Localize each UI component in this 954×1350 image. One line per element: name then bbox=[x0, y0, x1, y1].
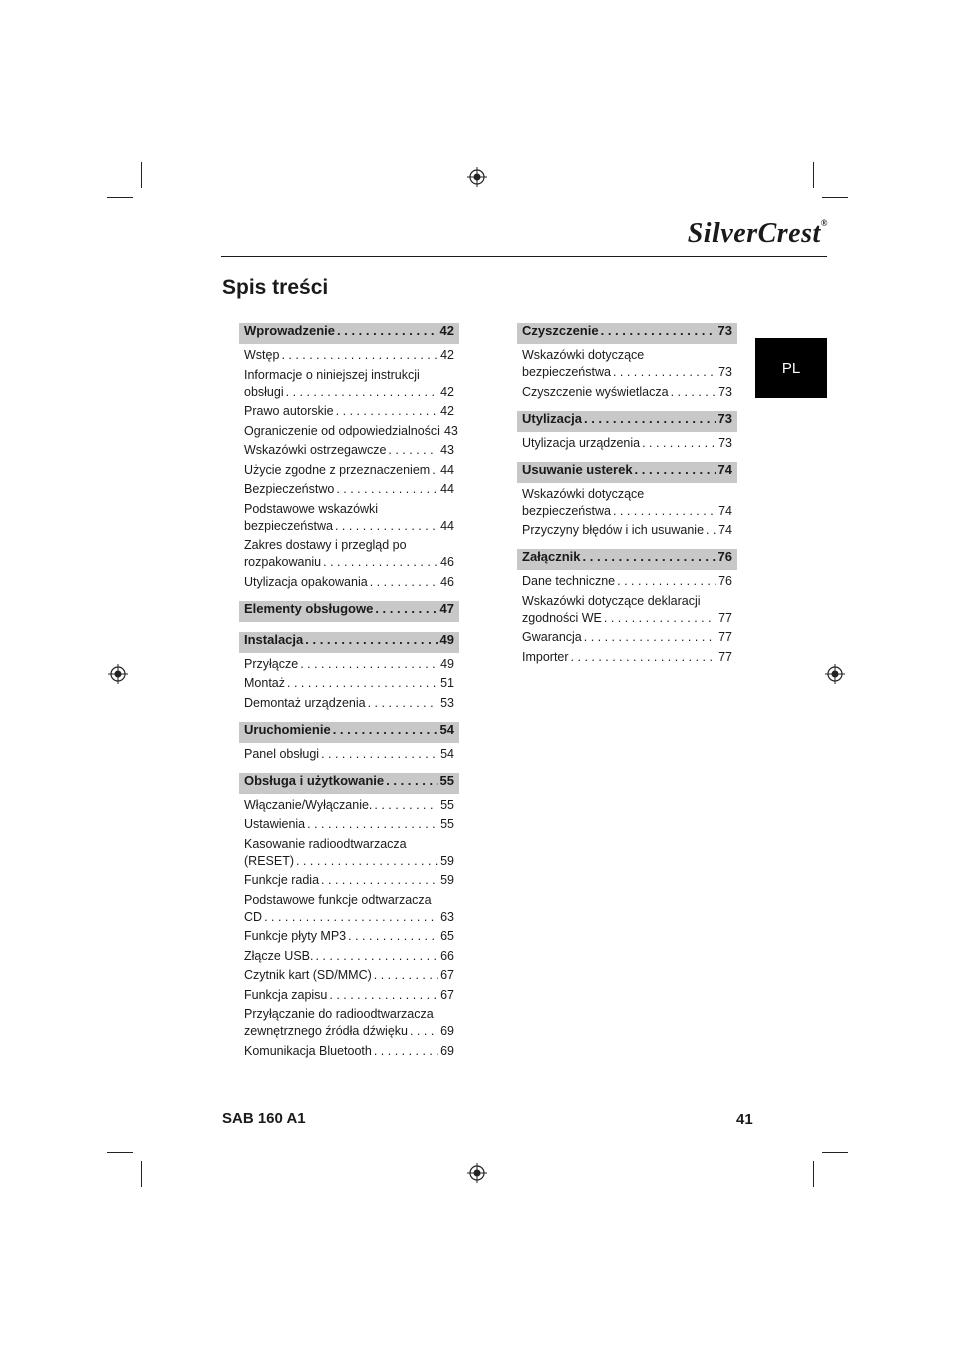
toc-entry-page: 44 bbox=[440, 518, 454, 533]
toc-entry-page: 74 bbox=[718, 503, 732, 518]
toc-entry-text: Komunikacja Bluetooth bbox=[244, 1043, 372, 1058]
toc-section-heading[interactable] bbox=[239, 632, 459, 653]
toc-entry-line bbox=[244, 347, 454, 364]
toc-entry[interactable] bbox=[517, 629, 737, 646]
toc-heading-title: Obsługa i użytkowanie bbox=[244, 772, 385, 788]
registration-mark-icon bbox=[108, 664, 128, 684]
toc-entry-text: Wskazówki ostrzegawcze bbox=[244, 443, 387, 457]
toc-entry-line bbox=[522, 364, 732, 381]
toc-section-heading[interactable] bbox=[517, 549, 737, 570]
toc-entry-line bbox=[244, 1006, 454, 1023]
toc-entry-page: 66 bbox=[440, 948, 454, 963]
toc-leader-dots bbox=[706, 522, 716, 539]
registration-mark-icon bbox=[467, 167, 487, 187]
toc-entry-text: Panel obsługi bbox=[244, 746, 320, 761]
toc-entry-page: 65 bbox=[440, 929, 454, 943]
toc-entry-line bbox=[522, 629, 732, 646]
brand-registered-mark: ® bbox=[820, 218, 828, 228]
toc-leader-dots bbox=[617, 573, 716, 590]
toc-entry-line bbox=[244, 367, 454, 384]
toc-heading-page: 73 bbox=[717, 323, 732, 338]
toc-leader-dots bbox=[333, 722, 438, 737]
toc-entry-text: Kasowanie radioodtwarzacza bbox=[244, 836, 407, 851]
toc-heading-title: Załącznik bbox=[522, 549, 581, 564]
toc-entry-line bbox=[244, 423, 458, 440]
toc-leader-dots bbox=[286, 384, 438, 401]
toc-section-heading[interactable] bbox=[239, 722, 459, 743]
toc-leader-dots bbox=[374, 797, 438, 814]
toc-entry-line bbox=[522, 522, 732, 539]
toc-entry-text: Gwarancja bbox=[522, 630, 582, 644]
toc-entry[interactable] bbox=[239, 347, 459, 364]
toc-entry[interactable] bbox=[239, 928, 459, 945]
toc-leader-dots bbox=[296, 853, 438, 870]
toc-entry-page: 67 bbox=[440, 968, 454, 982]
toc-entry-text: Wskazówki dotyczące bbox=[522, 348, 645, 362]
toc-leader-dots bbox=[374, 967, 438, 984]
toc-entry-line bbox=[522, 593, 732, 610]
toc-leader-dots bbox=[315, 948, 438, 965]
toc-section-heading[interactable] bbox=[517, 462, 737, 483]
toc-entry-page: 44 bbox=[440, 462, 454, 477]
toc-leader-dots bbox=[348, 928, 438, 945]
toc-leader-dots bbox=[368, 695, 438, 712]
toc-leader-dots bbox=[388, 442, 438, 459]
toc-entry-page: 69 bbox=[440, 1024, 454, 1038]
toc-entry-text: Bezpieczeństwo bbox=[244, 482, 335, 496]
toc-entry-text: Ustawienia bbox=[244, 817, 306, 831]
toc-entry[interactable] bbox=[239, 797, 459, 814]
toc-entry-page: 67 bbox=[440, 987, 454, 1002]
toc-leader-dots bbox=[329, 987, 438, 1004]
toc-entry-page: 76 bbox=[718, 574, 732, 588]
toc-entry-line bbox=[244, 967, 454, 984]
toc-entry-line bbox=[244, 816, 454, 833]
toc-section bbox=[239, 601, 459, 622]
toc-heading-page: 54 bbox=[439, 721, 454, 737]
header-rule bbox=[221, 256, 827, 257]
toc-entry-page: 55 bbox=[440, 817, 454, 831]
toc-entry[interactable] bbox=[517, 435, 737, 452]
toc-entry-text: Przyłączanie do radioodtwarzacza bbox=[244, 1007, 434, 1021]
toc-heading-title: Utylizacja bbox=[522, 410, 582, 426]
toc-entry-text: Utylizacja urządzenia bbox=[522, 435, 641, 450]
toc-entry-text: Zakres dostawy i przegląd po bbox=[244, 538, 407, 552]
toc-entry-page: 63 bbox=[440, 909, 454, 924]
toc-leader-dots bbox=[642, 435, 716, 452]
toc-entry-page: 42 bbox=[440, 404, 454, 418]
toc-entry-line bbox=[244, 518, 454, 535]
toc-entry-text: Czyszczenie wyświetlacza bbox=[522, 384, 669, 399]
toc-entry[interactable] bbox=[239, 367, 459, 401]
toc-leader-dots bbox=[307, 816, 438, 833]
toc-leader-dots bbox=[321, 872, 438, 889]
toc-entry-line bbox=[244, 695, 454, 712]
toc-entry[interactable] bbox=[239, 442, 459, 459]
toc-leader-dots bbox=[613, 503, 716, 520]
toc-entry-page: 74 bbox=[718, 523, 732, 537]
toc-entry-text: Włączanie/Wyłączanie. bbox=[244, 797, 373, 812]
toc-section bbox=[517, 462, 737, 540]
toc-entry[interactable] bbox=[239, 967, 459, 984]
toc-entry[interactable] bbox=[239, 656, 459, 673]
toc-section bbox=[239, 632, 459, 712]
toc-leader-dots bbox=[571, 649, 717, 666]
toc-entry-line bbox=[244, 501, 454, 518]
toc-entry-text: obsługi bbox=[244, 384, 284, 399]
toc-entry-line bbox=[244, 1043, 454, 1060]
toc-entry-line bbox=[522, 486, 732, 503]
toc-section-heading[interactable] bbox=[239, 773, 459, 794]
toc-entry-line bbox=[244, 403, 454, 420]
toc-section-heading[interactable] bbox=[517, 323, 737, 344]
toc-entry-line bbox=[244, 1023, 454, 1040]
toc-leader-dots bbox=[613, 364, 716, 381]
toc-entry-text: bezpieczeństwa bbox=[522, 365, 611, 379]
crop-mark bbox=[813, 162, 814, 188]
toc-leader-dots bbox=[300, 656, 438, 673]
language-tab-label: PL bbox=[781, 359, 801, 377]
toc-entry-line bbox=[522, 649, 732, 666]
footer-model: SAB 160 A1 bbox=[222, 1110, 306, 1127]
crop-mark bbox=[141, 1161, 142, 1187]
toc-entry-page: 73 bbox=[718, 384, 732, 399]
toc-entry[interactable] bbox=[517, 486, 737, 520]
crop-mark bbox=[141, 162, 142, 188]
toc-section bbox=[517, 549, 737, 666]
toc-entry-page: 42 bbox=[440, 348, 454, 362]
toc-entry-text: Złącze USB. bbox=[244, 948, 314, 963]
toc-entry-text: Wskazówki dotyczące bbox=[522, 486, 645, 501]
toc-entry-text: Demontaż urządzenia bbox=[244, 695, 366, 710]
toc-entry[interactable] bbox=[517, 384, 737, 401]
toc-entry-text: Podstawowe wskazówki bbox=[244, 501, 379, 516]
toc-leader-dots bbox=[635, 462, 716, 477]
toc-entry-page: 69 bbox=[440, 1043, 454, 1058]
toc-entry-text: bezpieczeństwa bbox=[522, 503, 611, 518]
language-tab bbox=[755, 338, 827, 398]
toc-entry-line bbox=[522, 573, 732, 590]
toc-entry[interactable] bbox=[239, 1043, 459, 1060]
toc-leader-dots bbox=[305, 632, 437, 647]
toc-leader-dots bbox=[323, 554, 438, 571]
toc-heading-title: Czyszczenie bbox=[522, 323, 599, 338]
toc-entry-page: 46 bbox=[440, 574, 454, 589]
toc-entry[interactable] bbox=[239, 746, 459, 763]
toc-section-heading[interactable] bbox=[239, 323, 459, 344]
toc-entry-text: Utylizacja opakowania bbox=[244, 574, 368, 589]
toc-leader-dots bbox=[584, 411, 716, 426]
toc-heading-title: Instalacja bbox=[244, 631, 304, 647]
toc-entry[interactable] bbox=[239, 695, 459, 712]
footer-page-number: 41 bbox=[736, 1111, 753, 1128]
toc-entry-page: 43 bbox=[440, 443, 454, 457]
toc-leader-dots bbox=[335, 518, 438, 535]
toc-leader-dots bbox=[583, 549, 716, 564]
toc-entry[interactable] bbox=[517, 649, 737, 666]
toc-leader-dots bbox=[432, 462, 438, 479]
toc-leader-dots bbox=[584, 629, 716, 646]
toc-entry-page: 46 bbox=[440, 555, 454, 569]
toc-entry-line bbox=[244, 872, 454, 889]
toc-left-column bbox=[239, 323, 459, 1070]
toc-heading-page: 42 bbox=[439, 323, 454, 338]
toc-entry[interactable] bbox=[239, 481, 459, 498]
toc-entry-text: (RESET) bbox=[244, 853, 294, 868]
toc-entry-text: Ograniczenie od odpowiedzialności bbox=[244, 423, 440, 438]
toc-leader-dots bbox=[375, 601, 437, 616]
toc-entry-line bbox=[244, 462, 454, 479]
toc-entry[interactable] bbox=[239, 462, 459, 479]
toc-entry-line bbox=[522, 503, 732, 520]
toc-entry[interactable] bbox=[517, 522, 737, 539]
toc-entry[interactable] bbox=[239, 948, 459, 965]
toc-entry[interactable] bbox=[239, 892, 459, 926]
toc-entry[interactable] bbox=[239, 816, 459, 833]
toc-entry-page: 44 bbox=[440, 482, 454, 496]
toc-entry-text: Czytnik kart (SD/MMC) bbox=[244, 968, 372, 982]
toc-entry-line bbox=[244, 836, 454, 853]
toc-entry-page: 59 bbox=[440, 853, 454, 868]
toc-entry[interactable] bbox=[239, 675, 459, 692]
toc-section bbox=[239, 323, 459, 591]
toc-heading-page: 49 bbox=[439, 631, 454, 647]
toc-section bbox=[517, 411, 737, 452]
toc-heading-page: 55 bbox=[439, 772, 454, 788]
toc-leader-dots bbox=[337, 323, 438, 338]
toc-entry-line bbox=[522, 610, 732, 627]
toc-entry-page: 53 bbox=[440, 695, 454, 710]
toc-entry-page: 43 bbox=[443, 423, 458, 438]
toc-entry-text: CD bbox=[244, 909, 263, 924]
toc-entry-text: zgodności WE bbox=[522, 610, 602, 625]
toc-entry-page: 42 bbox=[440, 384, 454, 399]
toc-leader-dots bbox=[374, 1043, 438, 1060]
toc-entry-line bbox=[244, 987, 454, 1004]
toc-entry-text: rozpakowaniu bbox=[244, 555, 322, 569]
toc-leader-dots bbox=[410, 1023, 438, 1040]
toc-entry-page: 55 bbox=[440, 797, 454, 812]
toc-leader-dots bbox=[386, 773, 437, 788]
toc-entry-page: 73 bbox=[718, 365, 732, 379]
toc-leader-dots bbox=[264, 909, 438, 926]
toc-entry[interactable] bbox=[239, 1006, 459, 1040]
toc-entry-line bbox=[244, 442, 454, 459]
crop-mark bbox=[107, 1152, 133, 1153]
toc-entry-line bbox=[244, 853, 454, 870]
toc-section bbox=[239, 722, 459, 763]
toc-entry-text: Podstawowe funkcje odtwarzacza bbox=[244, 892, 432, 907]
toc-entry[interactable] bbox=[239, 987, 459, 1004]
toc-entry[interactable] bbox=[239, 574, 459, 591]
toc-entry-page: 77 bbox=[718, 610, 732, 625]
toc-heading-page: 73 bbox=[717, 410, 732, 426]
toc-entry[interactable] bbox=[239, 423, 459, 440]
crop-mark bbox=[822, 1152, 848, 1153]
toc-section-heading[interactable] bbox=[517, 411, 737, 432]
toc-entry[interactable] bbox=[517, 347, 737, 381]
toc-entry-line bbox=[244, 574, 454, 591]
toc-leader-dots bbox=[604, 610, 716, 627]
toc-entry-page: 77 bbox=[718, 630, 732, 644]
toc-entry-text: Dane techniczne bbox=[522, 574, 616, 588]
toc-entry-text: Funkcje radia bbox=[244, 873, 320, 887]
toc-entry-line bbox=[522, 384, 732, 401]
toc-leader-dots bbox=[336, 403, 438, 420]
toc-entry-text: Prawo autorskie bbox=[244, 404, 334, 418]
toc-entry-line bbox=[244, 948, 454, 965]
toc-entry[interactable] bbox=[239, 537, 459, 571]
toc-leader-dots bbox=[671, 384, 717, 401]
toc-heading-title: Uruchomienie bbox=[244, 721, 331, 737]
toc-heading-title: Usuwanie usterek bbox=[522, 461, 633, 477]
toc-heading-page: 74 bbox=[717, 461, 732, 477]
toc-entry-line bbox=[244, 554, 454, 571]
toc-entry-line bbox=[244, 537, 454, 554]
crop-mark bbox=[107, 197, 133, 198]
toc-entry-text: Użycie zgodne z przeznaczeniem bbox=[244, 462, 431, 477]
toc-entry-page: 59 bbox=[440, 873, 454, 887]
toc-section bbox=[517, 323, 737, 401]
toc-entry[interactable] bbox=[517, 573, 737, 590]
registration-mark-icon bbox=[825, 664, 845, 684]
toc-entry-text: Informacje o niniejszej instrukcji bbox=[244, 367, 420, 382]
toc-heading-page: 47 bbox=[439, 600, 454, 616]
toc-heading-page: 76 bbox=[717, 549, 732, 564]
toc-section bbox=[239, 773, 459, 1060]
toc-entry-line bbox=[244, 797, 454, 814]
toc-leader-dots bbox=[336, 481, 438, 498]
toc-right-column bbox=[517, 323, 737, 676]
toc-entry-text: Przyczyny błędów i ich usuwanie bbox=[522, 523, 705, 537]
toc-entry[interactable] bbox=[239, 836, 459, 870]
toc-entry-text: Wstęp bbox=[244, 348, 280, 362]
registration-mark-icon bbox=[467, 1163, 487, 1183]
toc-entry-line bbox=[244, 892, 454, 909]
crop-mark bbox=[822, 197, 848, 198]
toc-entry-page: 77 bbox=[718, 649, 732, 664]
toc-heading-title: Wprowadzenie bbox=[244, 323, 336, 338]
toc-leader-dots bbox=[321, 746, 438, 763]
toc-entry-text: Funkcja zapisu bbox=[244, 987, 328, 1002]
toc-entry-page: 54 bbox=[440, 746, 454, 761]
toc-entry[interactable] bbox=[517, 593, 737, 627]
toc-leader-dots bbox=[370, 574, 438, 591]
toc-entry-line bbox=[244, 384, 454, 401]
toc-entry-text: Przyłącze bbox=[244, 656, 299, 671]
toc-entry-line bbox=[522, 347, 732, 364]
brand-logo-text: SilverCrest bbox=[687, 218, 821, 249]
toc-entry-line bbox=[244, 656, 454, 673]
toc-entry-text: Montaż bbox=[244, 676, 285, 690]
toc-entry[interactable] bbox=[239, 872, 459, 889]
toc-heading-title: Elementy obsługowe bbox=[244, 600, 374, 616]
toc-leader-dots bbox=[287, 675, 438, 692]
brand-logo bbox=[688, 218, 828, 250]
toc-entry-line bbox=[244, 928, 454, 945]
toc-entry-line bbox=[244, 675, 454, 692]
toc-leader-dots bbox=[601, 323, 716, 338]
page-title: Spis treści bbox=[222, 276, 329, 299]
toc-entry-page: 73 bbox=[718, 435, 732, 450]
toc-entry-text: zewnętrznego źródła dźwięku bbox=[244, 1024, 408, 1038]
toc-entry-text: bezpieczeństwa bbox=[244, 518, 333, 533]
toc-entry[interactable] bbox=[239, 403, 459, 420]
toc-entry-line bbox=[522, 435, 732, 452]
toc-leader-dots bbox=[281, 347, 438, 364]
toc-entry-text: Importer bbox=[522, 649, 569, 664]
toc-section-heading[interactable] bbox=[239, 601, 459, 622]
toc-entry[interactable] bbox=[239, 501, 459, 535]
toc-entry-line bbox=[244, 746, 454, 763]
toc-entry-text: Funkcje płyty MP3 bbox=[244, 929, 347, 943]
crop-mark bbox=[813, 1161, 814, 1187]
toc-entry-page: 51 bbox=[440, 676, 454, 690]
toc-entry-text: Wskazówki dotyczące deklaracji bbox=[522, 593, 701, 608]
toc-entry-page: 49 bbox=[440, 656, 454, 671]
toc-entry-line bbox=[244, 481, 454, 498]
toc-entry-line bbox=[244, 909, 454, 926]
